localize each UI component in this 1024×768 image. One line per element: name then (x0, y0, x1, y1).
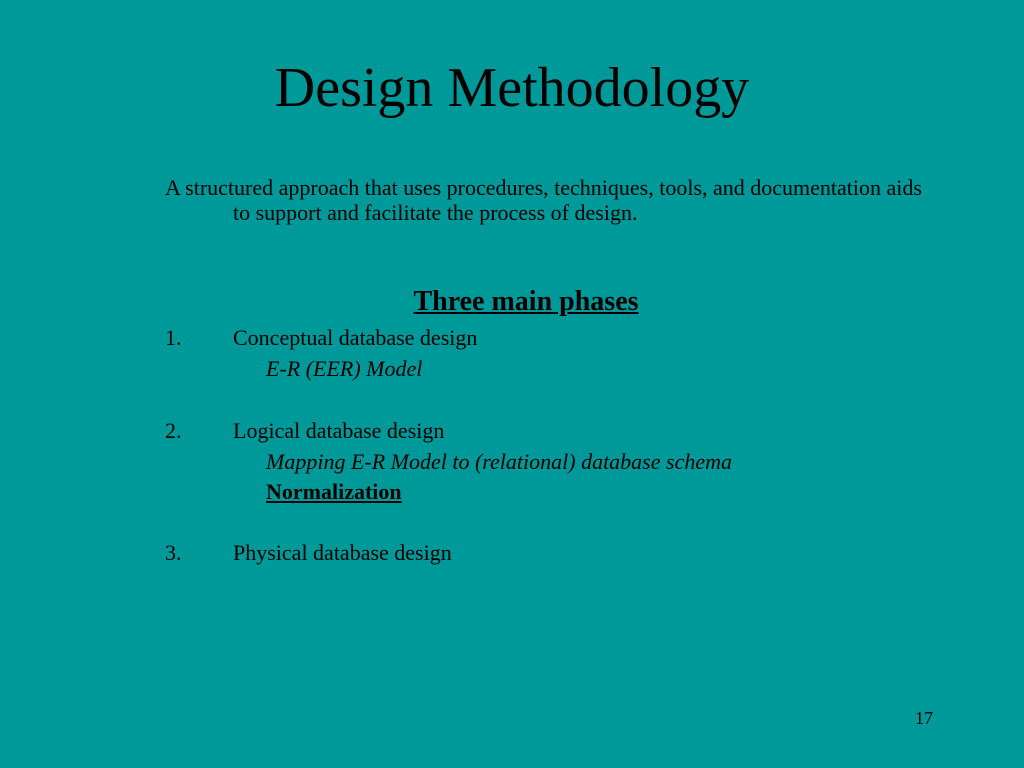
phase-1-label: Conceptual database design (233, 325, 478, 350)
phase-1-item-er-model: E-R (EER) Model (266, 356, 423, 381)
phases-heading: Three main phases (413, 286, 639, 317)
phase-3-number: 3. (165, 540, 182, 565)
slide-title: Design Methodology (274, 57, 750, 119)
phase-2-item-mapping: Mapping E-R Model to (relational) database schema (266, 449, 732, 474)
phase-3-label: Physical database design (233, 540, 452, 565)
phase-2-item-normalization: Normalization (266, 479, 402, 504)
phase-1-number: 1. (165, 325, 182, 350)
page-number: 17 (915, 708, 933, 728)
phase-2-label: Logical database design (233, 418, 445, 443)
intro-paragraph: A structured approach that uses procedures, techniques, tools, and documentation aids to support and facilitate the process of design. (165, 175, 922, 225)
phase-2-number: 2. (165, 418, 182, 443)
